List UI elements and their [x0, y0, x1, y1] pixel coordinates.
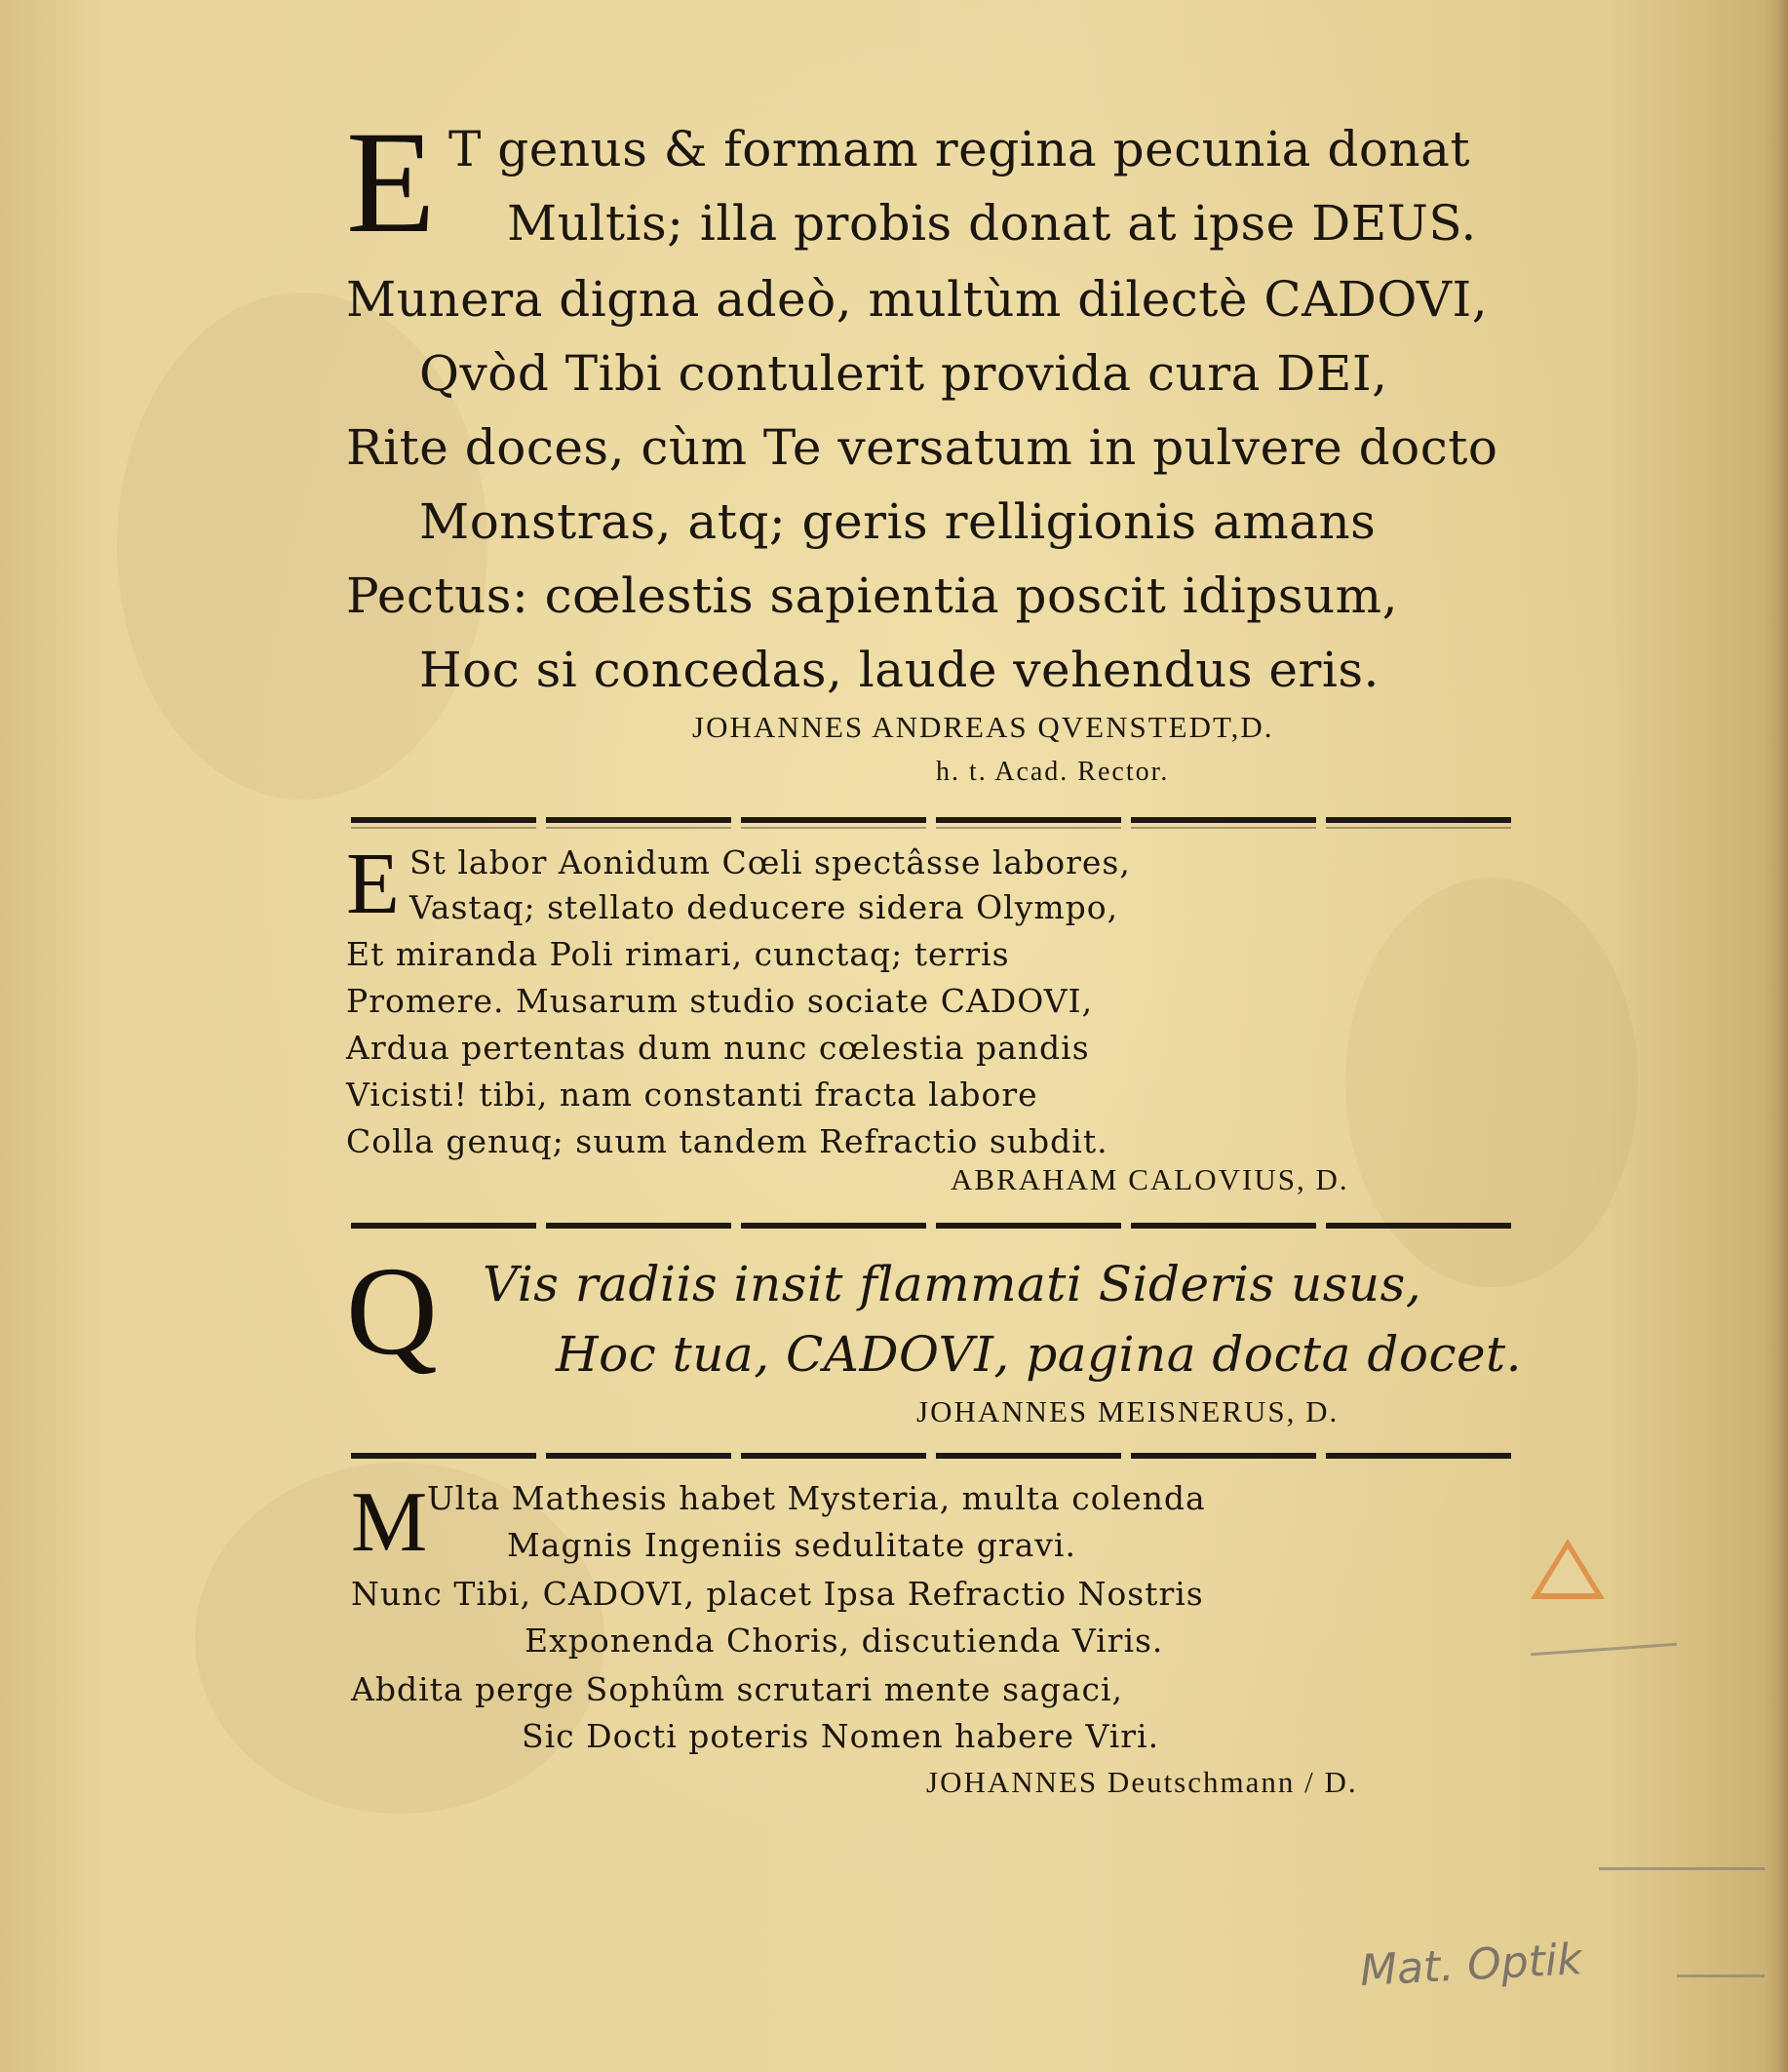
poem-line: T genus & formam regina pecunia donat	[448, 121, 1471, 177]
pencil-stroke	[1531, 1643, 1677, 1656]
drop-cap-initial: E	[346, 101, 436, 263]
author-title: h. t. Acad. Rector.	[936, 757, 1170, 787]
poem-line: Magnis Ingeniis sedulitate gravi.	[507, 1526, 1076, 1564]
poem-author: JOHANNES ANDREAS QVENSTEDT,D.	[692, 710, 1274, 744]
poem-line: Ardua pertentas dum nunc cœlestia pandis	[346, 1029, 1090, 1067]
poem-line: Pectus: cœlestis sapientia poscit idipsum,	[346, 567, 1398, 624]
poem-line: Colla genuq; suum tandem Refractio subdit.	[346, 1122, 1108, 1160]
poem-line: Munera digna adeò, multùm dilectè CADOVI,	[346, 271, 1489, 328]
poem-line: Vastaq; stellato deducere sidera Olympo,	[409, 888, 1119, 926]
poem-author: JOHANNES Deutschmann / D.	[926, 1765, 1358, 1799]
section-divider-underline	[351, 827, 1511, 829]
poem-line: Vicisti! tibi, nam constanti fracta labore	[346, 1075, 1038, 1114]
section-divider	[351, 817, 1511, 823]
poem-line: Ulta Mathesis habet Mysteria, multa colenda	[427, 1479, 1206, 1517]
orange-triangle-mark-icon	[1531, 1539, 1605, 1599]
poem-line: Hoc si concedas, laude vehendus eris.	[419, 642, 1380, 698]
section-divider	[351, 1453, 1511, 1459]
pencil-stroke	[1677, 1974, 1765, 1977]
drop-cap-initial: E	[346, 836, 400, 932]
poem-line: Promere. Musarum studio sociate CADOVI,	[346, 982, 1094, 1020]
poem-line: Multis; illa probis donat at ipse DEUS.	[507, 195, 1477, 252]
poem-line: Qvòd Tibi contulerit provida cura DEI,	[419, 345, 1388, 402]
poem-line: Sic Docti poteris Nomen habere Viri.	[522, 1717, 1160, 1755]
poem-line: Et miranda Poli rimari, cunctaq; terris	[346, 935, 1010, 973]
poem-line: St labor Aonidum Cœli spectâsse labores,	[409, 843, 1131, 881]
pencil-shelfmark-note: Mat. Optik	[1358, 1935, 1583, 1996]
drop-cap-initial: Q	[346, 1241, 438, 1382]
poem-line: Monstras, atq; geris relligionis amans	[419, 493, 1377, 550]
poem-line: Vis radiis insit flammati Sideris usus,	[483, 1256, 1422, 1312]
poem-author: ABRAHAM CALOVIUS, D.	[951, 1162, 1349, 1196]
poem-line: Nunc Tibi, CADOVI, placet Ipsa Refractio Nostris	[351, 1575, 1204, 1613]
section-divider	[351, 1223, 1511, 1229]
pencil-stroke	[1599, 1867, 1765, 1870]
poem-line: Exponenda Choris, discutienda Viris.	[525, 1622, 1164, 1660]
drop-cap-initial: M	[351, 1475, 428, 1570]
poem-line: Abdita perge Sophûm scrutari mente sagaci,	[351, 1670, 1124, 1708]
poem-line: Rite doces, cùm Te versatum in pulvere docto	[346, 419, 1498, 476]
page-edge	[1763, 0, 1788, 2072]
poem-author: JOHANNES MEISNERUS, D.	[916, 1394, 1340, 1428]
poem-line: Hoc tua, CADOVI, pagina docta docet.	[556, 1326, 1523, 1383]
